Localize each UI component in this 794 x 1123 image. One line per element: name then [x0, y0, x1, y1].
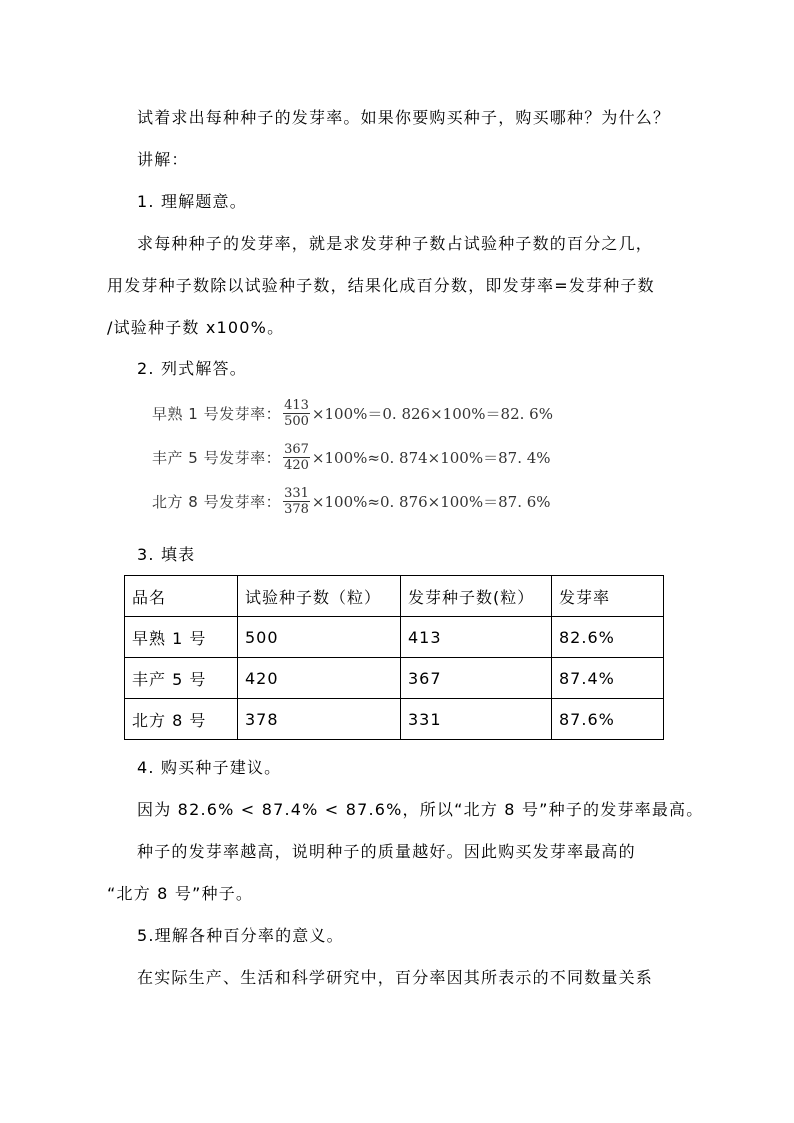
explanation-label: 讲解：: [137, 150, 189, 169]
table-row: [125, 699, 664, 740]
step-5-paragraph-line-1: 在实际生产、生活和科学研究中，百分率因其所表示的不同数量关系: [137, 968, 654, 987]
table-cell: 420: [238, 658, 401, 699]
fraction-numerator: 367: [284, 442, 309, 457]
step-1-paragraph-line-1: 求每种种子的发芽率，就是求发芽种子数占试验种子数的百分之几，: [137, 234, 654, 253]
table-cell: 早熟 1 号: [125, 617, 238, 658]
formula-row: [152, 398, 553, 429]
formula-label: 北方 8 号发芽率：: [152, 493, 282, 511]
fraction-denominator: 420: [284, 458, 309, 473]
formula-expression: ×100%＝0. 826×100%＝82. 6%: [311, 405, 553, 423]
table-cell: 378: [238, 699, 401, 740]
table-cell: 87.6%: [552, 699, 664, 740]
table-header-cell: 发芽种子数(粒）: [401, 576, 552, 617]
table-header-cell: 发芽率: [552, 576, 664, 617]
formula-label: 早熟 1 号发芽率：: [152, 405, 282, 423]
step-4-heading: 4. 购买种子建议。: [137, 758, 282, 777]
step-4-paragraph-line-2: 种子的发芽率越高，说明种子的质量越好。因此购买发芽率最高的: [137, 842, 636, 861]
fraction: [283, 398, 310, 429]
table-cell: 82.6%: [552, 617, 664, 658]
fraction-denominator: 500: [284, 414, 309, 429]
table-cell: 413: [401, 617, 552, 658]
step-1-heading: 1. 理解题意。: [137, 192, 247, 211]
table-row: [125, 617, 664, 658]
table-header-cell: 品名: [125, 576, 238, 617]
table-cell: 367: [401, 658, 552, 699]
step-2-heading: 2. 列式解答。: [137, 359, 247, 378]
fraction: [283, 486, 310, 517]
fraction: [283, 442, 310, 473]
table-cell: 丰产 5 号: [125, 658, 238, 699]
table-cell: 北方 8 号: [125, 699, 238, 740]
formula-expression: ×100%≈0. 874×100%＝87. 4%: [311, 449, 551, 467]
table-header-row: [125, 576, 664, 617]
step-5-heading: 5.理解各种百分率的意义。: [137, 926, 344, 945]
germination-table: [124, 575, 664, 740]
formula-row: [152, 486, 551, 517]
table-cell: 331: [401, 699, 552, 740]
step-4-paragraph-line-3: “北方 8 号”种子。: [107, 884, 254, 903]
step-3-heading: 3. 填表: [137, 545, 196, 564]
formula-row: [152, 442, 551, 473]
step-4-paragraph-line-1: 因为 82.6% < 87.4% < 87.6%，所以“北方 8 号”种子的发芽率最高。: [137, 800, 704, 819]
formula-expression: ×100%≈0. 876×100%＝87. 6%: [311, 493, 551, 511]
formula-label: 丰产 5 号发芽率：: [152, 449, 282, 467]
step-1-paragraph-line-3: /试验种子数 x100%。: [107, 318, 285, 337]
step-1-paragraph-line-2: 用发芽种子数除以试验种子数，结果化成百分数，即发芽率=发芽种子数: [107, 276, 655, 295]
fraction-numerator: 331: [284, 486, 309, 501]
fraction-numerator: 413: [284, 398, 309, 413]
table-cell: 500: [238, 617, 401, 658]
fraction-denominator: 378: [284, 502, 309, 517]
table-header-cell: 试验种子数（粒）: [238, 576, 401, 617]
table-row: [125, 658, 664, 699]
question-text: 试着求出每种种子的发芽率。如果你要购买种子，购买哪种？为什么？: [137, 108, 671, 127]
table-cell: 87.4%: [552, 658, 664, 699]
